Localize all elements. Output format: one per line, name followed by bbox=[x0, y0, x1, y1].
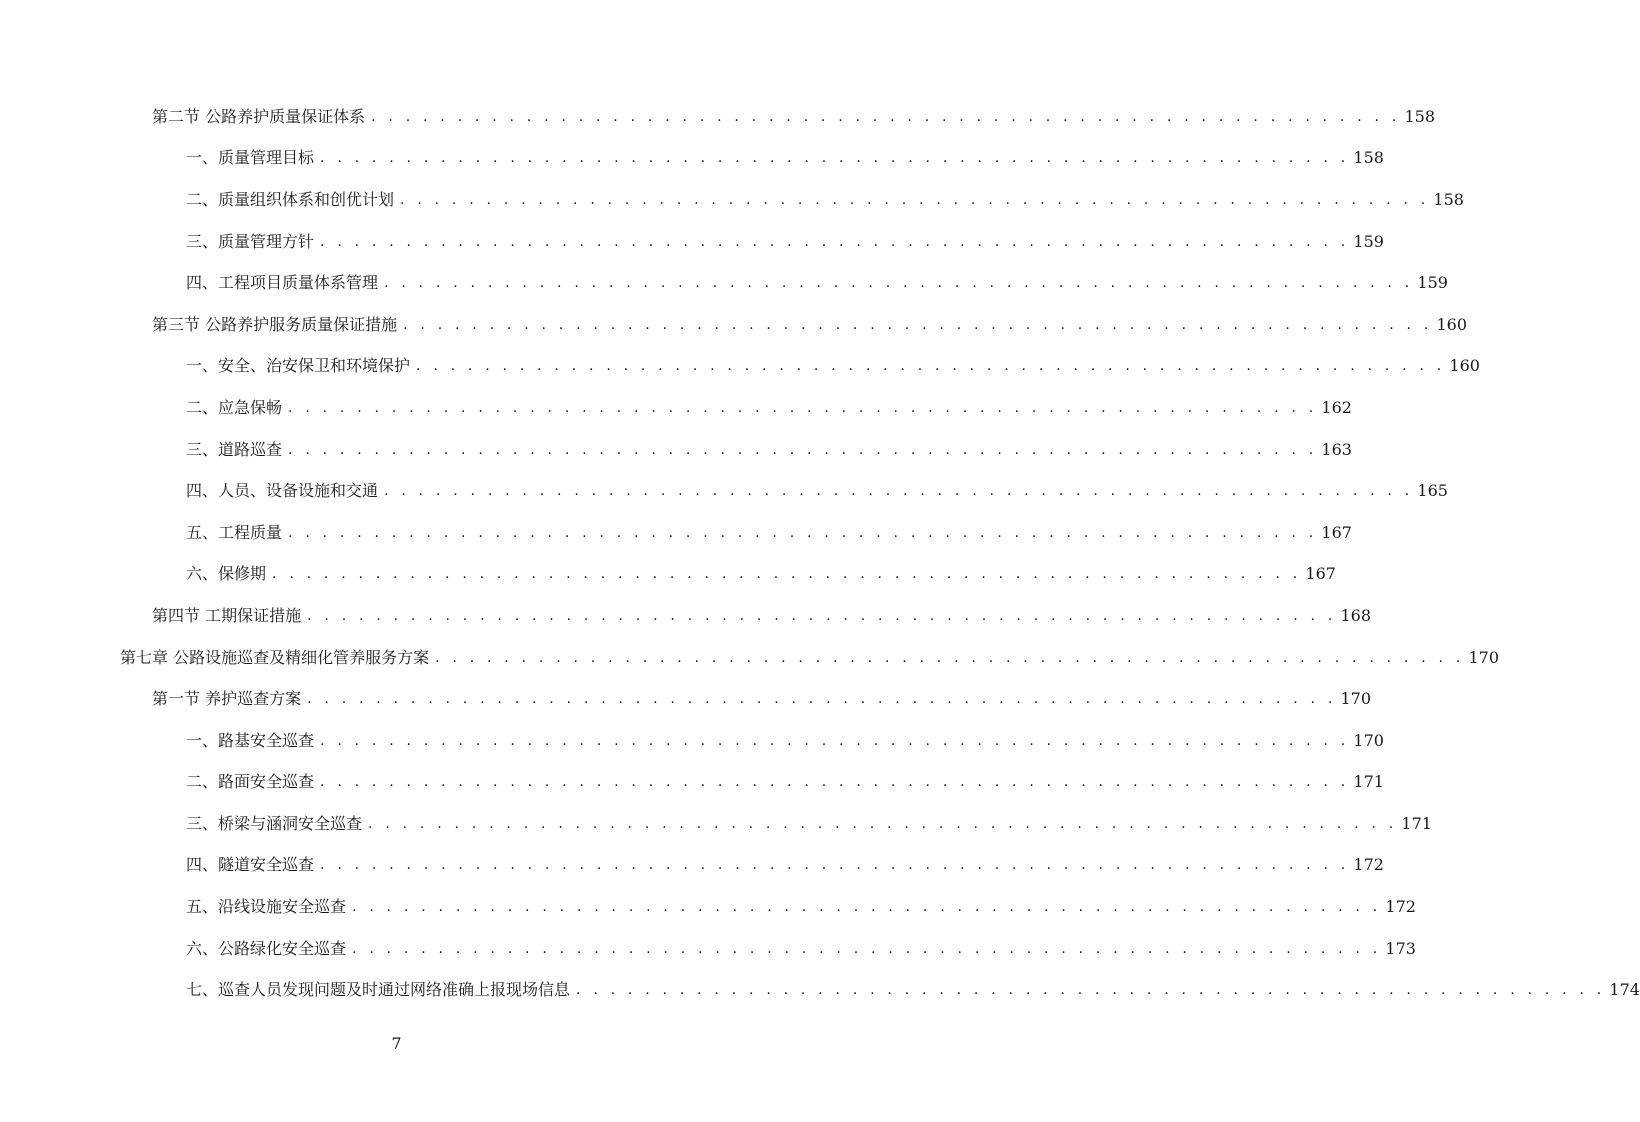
toc-entry-page: 167 bbox=[1305, 564, 1336, 584]
toc-dot-leader: . . . . . . . . . . . . . . . . . . . . . . . . . . . . . . . . . . . . . . . . . . . . . . . . . . . . . . . . . . . . bbox=[320, 732, 1350, 749]
toc-entry[interactable] bbox=[0, 554, 1336, 596]
toc-dot-leader: . . . . . . . . . . . . . . . . . . . . . . . . . . . . . . . . . . . . . . . . . . . . . . . . . . . . . . . . . . . . bbox=[288, 524, 1318, 541]
toc-dot-leader: . . . . . . . . . . . . . . . . . . . . . . . . . . . . . . . . . . . . . . . . . . . . . . . . . . . . . . . . . . . . bbox=[307, 691, 1337, 708]
toc-entry-title: 五、工程质量 bbox=[186, 522, 283, 542]
toc-dot-leader: . . . . . . . . . . . . . . . . . . . . . . . . . . . . . . . . . . . . . . . . . . . . . . . . . . . . . . . . . . . . bbox=[384, 275, 1414, 292]
toc-entry-title: 一、质量管理目标 bbox=[186, 148, 315, 168]
toc-entry-page: 158 bbox=[1433, 189, 1464, 209]
toc-entry-page: 168 bbox=[1340, 605, 1372, 625]
toc-entry-title: 二、质量组织体系和创优计划 bbox=[186, 189, 395, 209]
toc-dot-leader: . . . . . . . . . . . . . . . . . . . . . . . . . . . . . . . . . . . . . . . . . . . . . . . . . . . . . . . . . . . . bbox=[320, 150, 1350, 167]
toc-dot-leader: . . . . . . . . . . . . . . . . . . . . . . . . . . . . . . . . . . . . . . . . . . . . . . . . . . . . . . . . . . . . bbox=[371, 108, 1401, 125]
toc-entry[interactable] bbox=[0, 387, 1352, 429]
toc-dot-leader: . . . . . . . . . . . . . . . . . . . . . . . . . . . . . . . . . . . . . . . . . . . . . . . . . . . . . . . . . . . . bbox=[576, 982, 1606, 999]
toc-entry-page: 159 bbox=[1353, 231, 1384, 251]
toc-entry[interactable] bbox=[0, 429, 1352, 471]
toc-entry-page: 172 bbox=[1385, 897, 1416, 917]
toc-entry-title: 第二节 公路养护质量保证体系 bbox=[152, 106, 366, 126]
toc-entry-title: 第四节 工期保证措施 bbox=[152, 605, 302, 625]
toc-dot-leader: . . . . . . . . . . . . . . . . . . . . . . . . . . . . . . . . . . . . . . . . . . . . . . . . . . . . . . . . . . . . bbox=[307, 607, 1337, 624]
toc-entry-title: 四、人员、设备设施和交通 bbox=[186, 481, 379, 501]
toc-dot-leader: . . . . . . . . . . . . . . . . . . . . . . . . . . . . . . . . . . . . . . . . . . . . . . . . . . . . . . . . . . . . bbox=[288, 399, 1318, 416]
toc-entry-title: 第一节 养护巡查方案 bbox=[152, 689, 302, 709]
toc-entry[interactable] bbox=[0, 969, 1640, 1011]
toc-entry[interactable] bbox=[0, 886, 1416, 928]
toc-entry-page: 170 bbox=[1340, 689, 1372, 709]
page-number: 7 bbox=[391, 1034, 402, 1053]
toc-entry[interactable] bbox=[0, 595, 1372, 637]
toc-dot-leader: . . . . . . . . . . . . . . . . . . . . . . . . . . . . . . . . . . . . . . . . . . . . . . . . . . . . . . . . . . . . bbox=[352, 940, 1382, 957]
toc-dot-leader: . . . . . . . . . . . . . . . . . . . . . . . . . . . . . . . . . . . . . . . . . . . . . . . . . . . . . . . . . . . . bbox=[403, 316, 1433, 333]
toc-entry[interactable] bbox=[0, 470, 1448, 512]
toc-entry-page: 158 bbox=[1404, 106, 1436, 126]
toc-entry[interactable] bbox=[0, 845, 1384, 887]
toc-entry[interactable] bbox=[0, 346, 1480, 388]
toc-entry[interactable] bbox=[0, 262, 1448, 304]
toc-entry[interactable] bbox=[0, 138, 1384, 180]
toc-dot-leader: . . . . . . . . . . . . . . . . . . . . . . . . . . . . . . . . . . . . . . . . . . . . . . . . . . . . . . . . . . . . bbox=[400, 191, 1430, 208]
toc-dot-leader: . . . . . . . . . . . . . . . . . . . . . . . . . . . . . . . . . . . . . . . . . . . . . . . . . . . . . . . . . . . . bbox=[320, 774, 1350, 791]
toc-dot-leader: . . . . . . . . . . . . . . . . . . . . . . . . . . . . . . . . . . . . . . . . . . . . . . . . . . . . . . . . . . . . bbox=[320, 233, 1350, 250]
toc-entry[interactable] bbox=[0, 304, 1468, 346]
toc-entry-title: 三、道路巡查 bbox=[186, 439, 283, 459]
toc-entry-title: 一、安全、治安保卫和环境保护 bbox=[186, 356, 411, 376]
toc-entry[interactable] bbox=[0, 637, 1500, 679]
toc-entry[interactable] bbox=[0, 221, 1384, 263]
toc-entry[interactable] bbox=[0, 96, 1436, 138]
toc-entry-title: 四、隧道安全巡查 bbox=[186, 855, 315, 875]
toc-entry-page: 167 bbox=[1321, 522, 1352, 542]
toc-entry-page: 159 bbox=[1417, 273, 1448, 293]
toc-entry-page: 174 bbox=[1609, 980, 1640, 1000]
toc-entry-page: 171 bbox=[1401, 813, 1432, 833]
toc-entry[interactable] bbox=[0, 928, 1416, 970]
toc-dot-leader: . . . . . . . . . . . . . . . . . . . . . . . . . . . . . . . . . . . . . . . . . . . . . . . . . . . . . . . . . . . . bbox=[435, 649, 1465, 666]
toc-entry-page: 163 bbox=[1321, 439, 1352, 459]
toc-dot-leader: . . . . . . . . . . . . . . . . . . . . . . . . . . . . . . . . . . . . . . . . . . . . . . . . . . . . . . . . . . . . bbox=[384, 483, 1414, 500]
toc-entry-page: 172 bbox=[1353, 855, 1384, 875]
toc-entry[interactable] bbox=[0, 720, 1384, 762]
toc-entry-title: 二、路面安全巡查 bbox=[186, 772, 315, 792]
toc-entry-page: 171 bbox=[1353, 772, 1384, 792]
toc-entry-title: 六、保修期 bbox=[186, 564, 267, 584]
toc-entry-title: 二、应急保畅 bbox=[186, 397, 283, 417]
toc-dot-leader: . . . . . . . . . . . . . . . . . . . . . . . . . . . . . . . . . . . . . . . . . . . . . . . . . . . . . . . . . . . . bbox=[368, 815, 1398, 832]
toc-entry-title: 六、公路绿化安全巡查 bbox=[186, 938, 347, 958]
toc-entry[interactable] bbox=[0, 179, 1464, 221]
toc-entry-title: 三、桥梁与涵洞安全巡查 bbox=[186, 813, 363, 833]
toc-dot-leader: . . . . . . . . . . . . . . . . . . . . . . . . . . . . . . . . . . . . . . . . . . . . . . . . . . . . . . . . . . . . bbox=[416, 358, 1446, 375]
toc-dot-leader: . . . . . . . . . . . . . . . . . . . . . . . . . . . . . . . . . . . . . . . . . . . . . . . . . . . . . . . . . . . . bbox=[272, 566, 1302, 583]
toc-entry-title: 五、沿线设施安全巡查 bbox=[186, 897, 347, 917]
toc-entry-page: 158 bbox=[1353, 148, 1384, 168]
toc-entry-page: 165 bbox=[1417, 481, 1448, 501]
toc-entry[interactable] bbox=[0, 678, 1372, 720]
toc-entry-title: 一、路基安全巡查 bbox=[186, 730, 315, 750]
toc-entry[interactable] bbox=[0, 512, 1352, 554]
table-of-contents bbox=[0, 96, 1640, 1011]
toc-entry-page: 170 bbox=[1468, 647, 1500, 667]
toc-entry-title: 三、质量管理方针 bbox=[186, 231, 315, 251]
toc-entry-page: 170 bbox=[1353, 730, 1384, 750]
toc-dot-leader: . . . . . . . . . . . . . . . . . . . . . . . . . . . . . . . . . . . . . . . . . . . . . . . . . . . . . . . . . . . . bbox=[288, 441, 1318, 458]
toc-entry-title: 七、巡查人员发现问题及时通过网络准确上报现场信息 bbox=[186, 980, 571, 1000]
toc-entry[interactable] bbox=[0, 803, 1432, 845]
toc-dot-leader: . . . . . . . . . . . . . . . . . . . . . . . . . . . . . . . . . . . . . . . . . . . . . . . . . . . . . . . . . . . . bbox=[352, 899, 1382, 916]
toc-entry-page: 162 bbox=[1321, 397, 1352, 417]
toc-entry-title: 第三节 公路养护服务质量保证措施 bbox=[152, 314, 398, 334]
toc-entry-title: 第七章 公路设施巡查及精细化管养服务方案 bbox=[120, 647, 430, 667]
toc-entry-page: 173 bbox=[1385, 938, 1416, 958]
toc-dot-leader: . . . . . . . . . . . . . . . . . . . . . . . . . . . . . . . . . . . . . . . . . . . . . . . . . . . . . . . . . . . . bbox=[320, 857, 1350, 874]
toc-entry-page: 160 bbox=[1449, 356, 1480, 376]
toc-entry-title: 四、工程项目质量体系管理 bbox=[186, 273, 379, 293]
toc-entry[interactable] bbox=[0, 762, 1384, 804]
toc-entry-page: 160 bbox=[1436, 314, 1468, 334]
